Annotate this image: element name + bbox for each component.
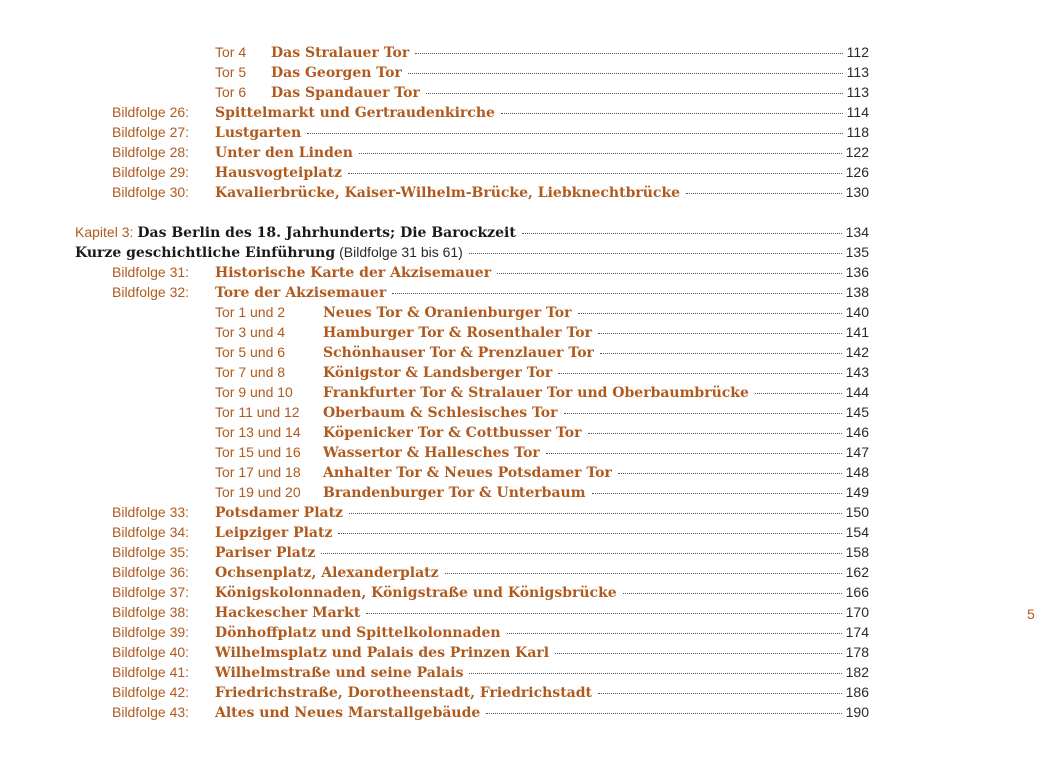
dot-leader: [555, 652, 842, 654]
toc-entry[interactable]: [215, 302, 869, 322]
toc-entry-title: Potsdamer Platz: [215, 505, 344, 521]
toc-entry-prefix: Bildfolge 39:: [112, 624, 190, 640]
toc-entry-title: Pariser Platz: [215, 545, 316, 561]
toc-entry-page: 140: [845, 304, 869, 320]
dot-leader: [486, 712, 841, 714]
toc-entry-prefix: Tor 4: [215, 44, 247, 60]
toc-entry[interactable]: [112, 162, 869, 182]
toc-entry[interactable]: [112, 582, 869, 602]
toc-entry-title: Frankfurter Tor & Stralauer Tor und Oberbaumbrücke: [323, 385, 749, 401]
dot-leader: [426, 92, 843, 94]
toc-entry-title: Wilhelmsplatz und Palais des Prinzen Karl: [215, 645, 550, 661]
toc-entry[interactable]: [215, 442, 869, 462]
toc-entry[interactable]: [112, 522, 869, 542]
toc-entry-prefix: Tor 17 und 18: [215, 464, 301, 480]
toc-entry-title: Schönhauser Tor & Prenzlauer Tor: [323, 345, 594, 361]
toc-entry-page: 144: [845, 384, 869, 400]
dot-leader: [408, 72, 843, 74]
toc-entry-prefix: Bildfolge 34:: [112, 524, 190, 540]
toc-entry-page: 190: [845, 704, 869, 720]
toc-entry-title: Hausvogteiplatz: [215, 165, 342, 181]
toc-entry-title: Oberbaum & Schlesisches Tor: [323, 405, 558, 421]
toc-entry-page: 136: [845, 264, 869, 280]
toc-entry-title: Das Stralauer Tor: [271, 45, 410, 61]
dot-leader: [507, 632, 842, 634]
toc-entry-title: Neues Tor & Oranienburger Tor: [323, 305, 572, 321]
toc-entry-page: 149: [845, 484, 869, 500]
dot-leader: [588, 432, 842, 434]
toc-entry-prefix: Bildfolge 33:: [112, 504, 190, 520]
toc-entry[interactable]: [215, 362, 869, 382]
toc-entry-prefix: Tor 19 und 20: [215, 484, 301, 500]
toc-entry[interactable]: [112, 642, 869, 662]
toc-entry-page: 135: [845, 244, 869, 260]
toc-entry-title: Spittelmarkt und Gertraudenkirche: [215, 105, 495, 121]
toc-entry-subtitle: (Bildfolge 31 bis 61): [339, 244, 463, 260]
dot-leader: [618, 472, 842, 474]
toc-entry-title: Königstor & Landsberger Tor: [323, 365, 553, 381]
dot-leader: [349, 512, 842, 514]
toc-entry-prefix: Bildfolge 37:: [112, 584, 190, 600]
page-number: 5: [1027, 606, 1035, 622]
toc-entry-title: Kurze geschichtliche Einführung: [75, 245, 336, 261]
toc-entry-page: 112: [846, 44, 869, 60]
toc-entry[interactable]: [112, 142, 869, 162]
toc-entry-title: Tore der Akzisemauer: [215, 285, 387, 301]
toc-entry-prefix: Tor 15 und 16: [215, 444, 301, 460]
toc-entry-page: 134: [845, 224, 869, 240]
toc-entry[interactable]: [215, 422, 869, 442]
toc-entry[interactable]: [112, 542, 869, 562]
toc-entry-prefix: Kapitel 3:: [75, 224, 134, 240]
toc-entry-prefix: Bildfolge 29:: [112, 164, 190, 180]
toc-entry[interactable]: [112, 262, 869, 282]
toc-entry-title: Historische Karte der Akzisemauer: [215, 265, 492, 281]
toc-entry-title: Unter den Linden: [215, 145, 353, 161]
toc-entry[interactable]: [112, 702, 869, 722]
toc-entry-prefix: Tor 1 und 2: [215, 304, 286, 320]
toc-entry-page: 146: [845, 424, 869, 440]
toc-entry[interactable]: [112, 662, 869, 682]
toc-entry-title: Wilhelmstraße und seine Palais: [215, 665, 464, 681]
dot-leader: [469, 672, 841, 674]
dot-leader: [415, 52, 842, 54]
toc-entry-page: 162: [845, 564, 869, 580]
toc-entry-prefix: Bildfolge 28:: [112, 144, 190, 160]
toc-entry-prefix: Bildfolge 36:: [112, 564, 190, 580]
toc-entry-prefix: Bildfolge 41:: [112, 664, 190, 680]
toc-entry-page: 145: [845, 404, 869, 420]
toc-entry-title: Friedrichstraße, Dorotheenstadt, Friedrichstadt: [215, 685, 592, 701]
toc-entry-page: 138: [845, 284, 869, 300]
toc-entry-prefix: Tor 11 und 12: [215, 404, 300, 420]
toc-entry-prefix: Tor 3 und 4: [215, 324, 286, 340]
toc-entry-title: Hackescher Markt: [215, 605, 361, 621]
dot-leader: [755, 392, 842, 394]
toc-entry-page: 126: [845, 164, 869, 180]
toc-entry-page: 142: [845, 344, 869, 360]
toc-entry-title: Köpenicker Tor & Cottbusser Tor: [323, 425, 582, 441]
toc-entry-title: Altes und Neues Marstallgebäude: [215, 705, 481, 721]
toc-entry[interactable]: [215, 462, 869, 482]
toc-entry-prefix: Bildfolge 38:: [112, 604, 190, 620]
toc-entry-prefix: Tor 5 und 6: [215, 344, 286, 360]
dot-leader: [348, 172, 842, 174]
toc-entry-title: Ochsenplatz, Alexanderplatz: [215, 565, 439, 581]
dot-leader: [501, 112, 843, 114]
toc-entry[interactable]: [215, 342, 869, 362]
dot-leader: [686, 192, 842, 194]
toc-entry-page: 148: [845, 464, 869, 480]
toc-entry[interactable]: [112, 602, 869, 622]
toc-entry[interactable]: [112, 562, 869, 582]
toc-entry-title: Wassertor & Hallesches Tor: [323, 445, 540, 461]
toc-entry-title: Das Georgen Tor: [271, 65, 402, 81]
toc-entry[interactable]: [112, 682, 869, 702]
toc-entry-page: 158: [845, 544, 869, 560]
toc-entry-title: Kavalierbrücke, Kaiser-Wilhelm-Brücke, Liebknechtbrücke: [215, 185, 681, 201]
toc-entry-prefix: Tor 7 und 8: [215, 364, 286, 380]
dot-leader: [338, 532, 841, 534]
toc-entry-page: 113: [846, 64, 869, 80]
toc-entry[interactable]: [112, 622, 869, 642]
toc-entry-prefix: Tor 6: [215, 84, 247, 100]
dot-leader: [469, 252, 842, 254]
toc-entry[interactable]: [215, 42, 869, 62]
toc-entry[interactable]: [112, 282, 869, 302]
toc-entry-page: 147: [845, 444, 869, 460]
toc-entry-page: 170: [845, 604, 869, 620]
dot-leader: [592, 492, 842, 494]
dot-leader: [359, 152, 842, 154]
dot-leader: [445, 572, 842, 574]
toc-entry-title: Anhalter Tor & Neues Potsdamer Tor: [323, 465, 612, 481]
toc-entry-page: 143: [845, 364, 869, 380]
dot-leader: [598, 692, 842, 694]
toc-entry-page: 150: [845, 504, 869, 520]
dot-leader: [558, 372, 841, 374]
toc-entry-title: Königskolonnaden, Königstraße und Königsbrücke: [215, 585, 617, 601]
toc-entry-page: 154: [845, 524, 869, 540]
toc-entry-title: Brandenburger Tor & Unterbaum: [323, 485, 586, 501]
toc-entry[interactable]: [215, 322, 869, 342]
toc-entry-title: Leipziger Platz: [215, 525, 333, 541]
dot-leader: [623, 592, 842, 594]
toc-entry-page: 122: [845, 144, 869, 160]
toc-entry-title: Dönhoffplatz und Spittelkolonnaden: [215, 625, 501, 641]
toc-entry-page: 178: [845, 644, 869, 660]
dot-leader: [392, 292, 841, 294]
toc-entry-title: Das Berlin des 18. Jahrhunderts; Die Barockzeit: [137, 225, 516, 241]
toc-entry-prefix: Bildfolge 43:: [112, 704, 190, 720]
toc-entry-prefix: Bildfolge 42:: [112, 684, 190, 700]
toc-entry-page: 130: [845, 184, 869, 200]
toc-entry[interactable]: [112, 502, 869, 522]
toc-entry-prefix: Bildfolge 30:: [112, 184, 190, 200]
toc-entry[interactable]: [215, 82, 869, 102]
toc-entry-page: 113: [846, 84, 869, 100]
dot-leader: [578, 312, 842, 314]
toc-entry[interactable]: [112, 122, 869, 142]
dot-leader: [600, 352, 842, 354]
dot-leader: [546, 452, 842, 454]
toc-entry[interactable]: [112, 102, 869, 122]
toc-entry-page: 141: [845, 324, 869, 340]
dot-leader: [598, 332, 842, 334]
dot-leader: [307, 132, 843, 134]
toc-entry-page: 118: [846, 124, 869, 140]
toc-entry-prefix: Tor 9 und 10: [215, 384, 293, 400]
toc-entry[interactable]: [215, 62, 869, 82]
toc-entry[interactable]: [112, 182, 869, 202]
toc-entry[interactable]: [215, 482, 869, 502]
dot-leader: [522, 232, 842, 234]
dot-leader: [366, 612, 841, 614]
toc-entry-prefix: Tor 13 und 14: [215, 424, 301, 440]
toc-entry-prefix: Bildfolge 27:: [112, 124, 190, 140]
toc-entry-page: 186: [845, 684, 869, 700]
toc-entry-prefix: Bildfolge 40:: [112, 644, 190, 660]
dot-leader: [321, 552, 841, 554]
toc-entry-prefix: Bildfolge 26:: [112, 104, 190, 120]
toc-entry[interactable]: [75, 242, 869, 262]
dot-leader: [564, 412, 842, 414]
toc-entry-page: 166: [845, 584, 869, 600]
toc-entry[interactable]: [215, 402, 869, 422]
toc-entry-prefix: Tor 5: [215, 64, 247, 80]
toc-entry-page: 174: [845, 624, 869, 640]
toc-entry-title: Hamburger Tor & Rosenthaler Tor: [323, 325, 592, 341]
toc-entry-page: 114: [846, 104, 869, 120]
toc-entry-title: Lustgarten: [215, 125, 302, 141]
toc-entry[interactable]: [215, 382, 869, 402]
toc-entry-prefix: Bildfolge 35:: [112, 544, 190, 560]
toc-entry[interactable]: [75, 222, 869, 242]
toc-entry-title: Das Spandauer Tor: [271, 85, 420, 101]
toc-entry-prefix: Bildfolge 32:: [112, 284, 190, 300]
toc-entry-page: 182: [845, 664, 869, 680]
toc-entry-prefix: Bildfolge 31:: [112, 264, 190, 280]
dot-leader: [497, 272, 842, 274]
